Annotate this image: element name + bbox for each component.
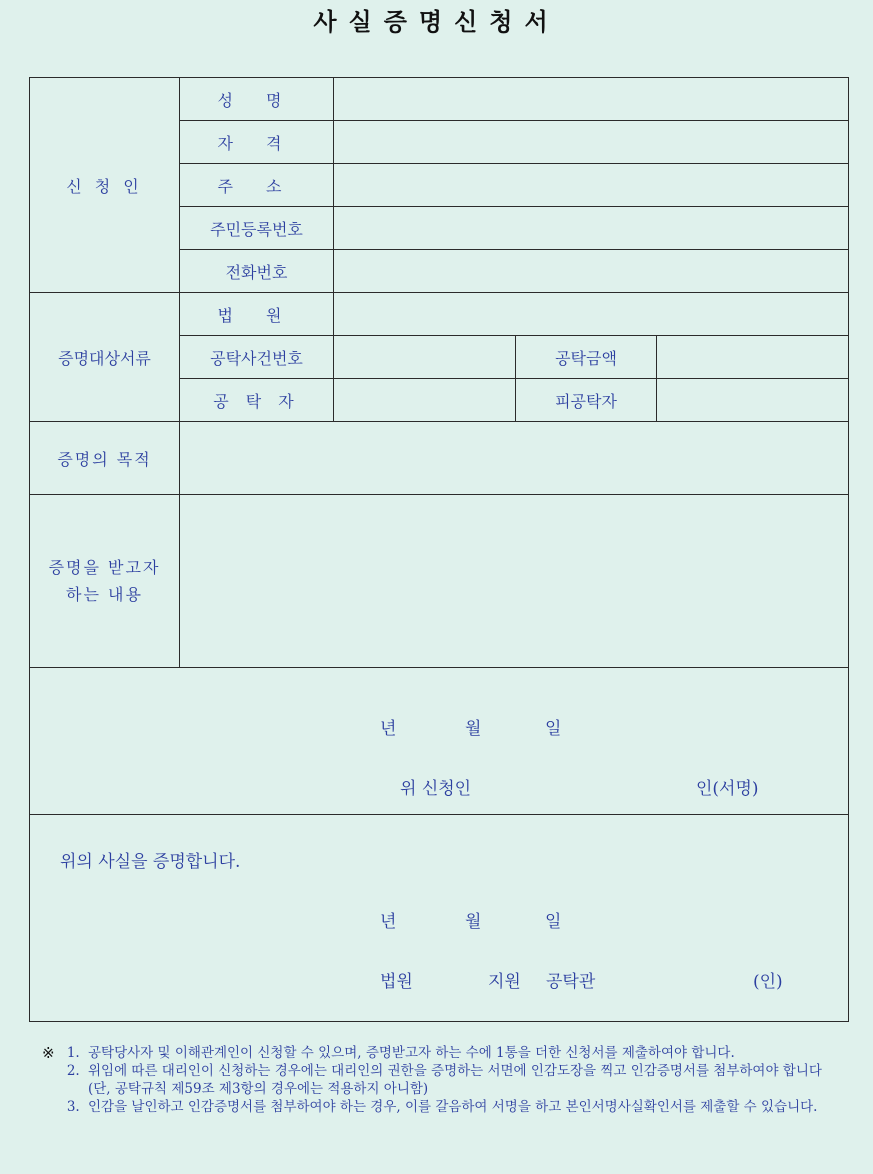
content-label-line2: 하는 내용 (66, 585, 143, 604)
application-date-block (30, 668, 849, 815)
resident-number-label: 주민등록번호 (180, 207, 334, 250)
depositor-label: 공 탁 자 (180, 379, 334, 422)
resident-number-field[interactable] (334, 207, 849, 250)
phone-label: 전화번호 (180, 250, 334, 293)
deposit-amount-label: 공탁금액 (516, 336, 657, 379)
case-number-label: 공탁사건번호 (180, 336, 334, 379)
applicant-signature-line: 위 신청인 (400, 779, 472, 799)
cert-seal: (인) (753, 972, 783, 992)
name-label: 성 명 (180, 78, 334, 121)
notes-mark: ※ (42, 1044, 55, 1062)
cert-day: 일 (545, 912, 562, 932)
target-doc-section-label: 증명대상서류 (30, 293, 180, 422)
document-title: 사실증명신청서 (313, 7, 560, 36)
purpose-label: 증명의 목적 (30, 422, 180, 495)
notes-section (42, 1044, 842, 1116)
app-year: 년 (380, 719, 397, 739)
application-form-table (29, 77, 849, 1022)
app-day: 일 (545, 719, 562, 739)
cert-officer: 공탁관 (546, 972, 596, 992)
content-label (30, 495, 180, 668)
cert-branch: 지원 (488, 972, 521, 992)
depositor-field[interactable] (334, 379, 516, 422)
certification-statement: 위의 사실을 증명합니다. (60, 852, 241, 872)
content-label-line1: 증명을 받고자 (48, 558, 161, 577)
court-field[interactable] (334, 293, 849, 336)
content-field[interactable] (180, 495, 849, 668)
cert-court: 법원 (380, 972, 413, 992)
applicant-seal: 인(서명) (696, 779, 759, 799)
qualification-field[interactable] (334, 121, 849, 164)
note-item-2: 2. 위임에 따른 대리인이 신청하는 경우에는 대리인의 권한을 증명하는 서면에 인감도장을 찍고 인감증명서를 첨부하여야 합니다(단, 공탁규칙 제59조 제3항의 경우에는 적용하지 아니함) (84, 1062, 842, 1098)
app-month: 월 (465, 719, 482, 739)
deposit-amount-field[interactable] (657, 336, 849, 379)
depositee-field[interactable] (657, 379, 849, 422)
court-label: 법 원 (180, 293, 334, 336)
note-item-1: 1. 공탁당사자 및 이해관계인이 신청할 수 있으며, 증명받고자 하는 수에 1통을 더한 신청서를 제출하여야 합니다. (84, 1044, 842, 1062)
cert-year: 년 (380, 912, 397, 932)
address-field[interactable] (334, 164, 849, 207)
name-field[interactable] (334, 78, 849, 121)
note-item-3: 3. 인감을 날인하고 인감증명서를 첨부하여야 하는 경우, 이를 갈음하여 서명을 하고 본인서명사실확인서를 제출할 수 있습니다. (84, 1098, 842, 1116)
applicant-section-label: 신 청 인 (30, 78, 180, 293)
purpose-field[interactable] (180, 422, 849, 495)
address-label: 주 소 (180, 164, 334, 207)
depositee-label: 피공탁자 (516, 379, 657, 422)
case-number-field[interactable] (334, 336, 516, 379)
qualification-label: 자 격 (180, 121, 334, 164)
phone-field[interactable] (334, 250, 849, 293)
cert-month: 월 (465, 912, 482, 932)
certification-block (30, 815, 849, 1022)
